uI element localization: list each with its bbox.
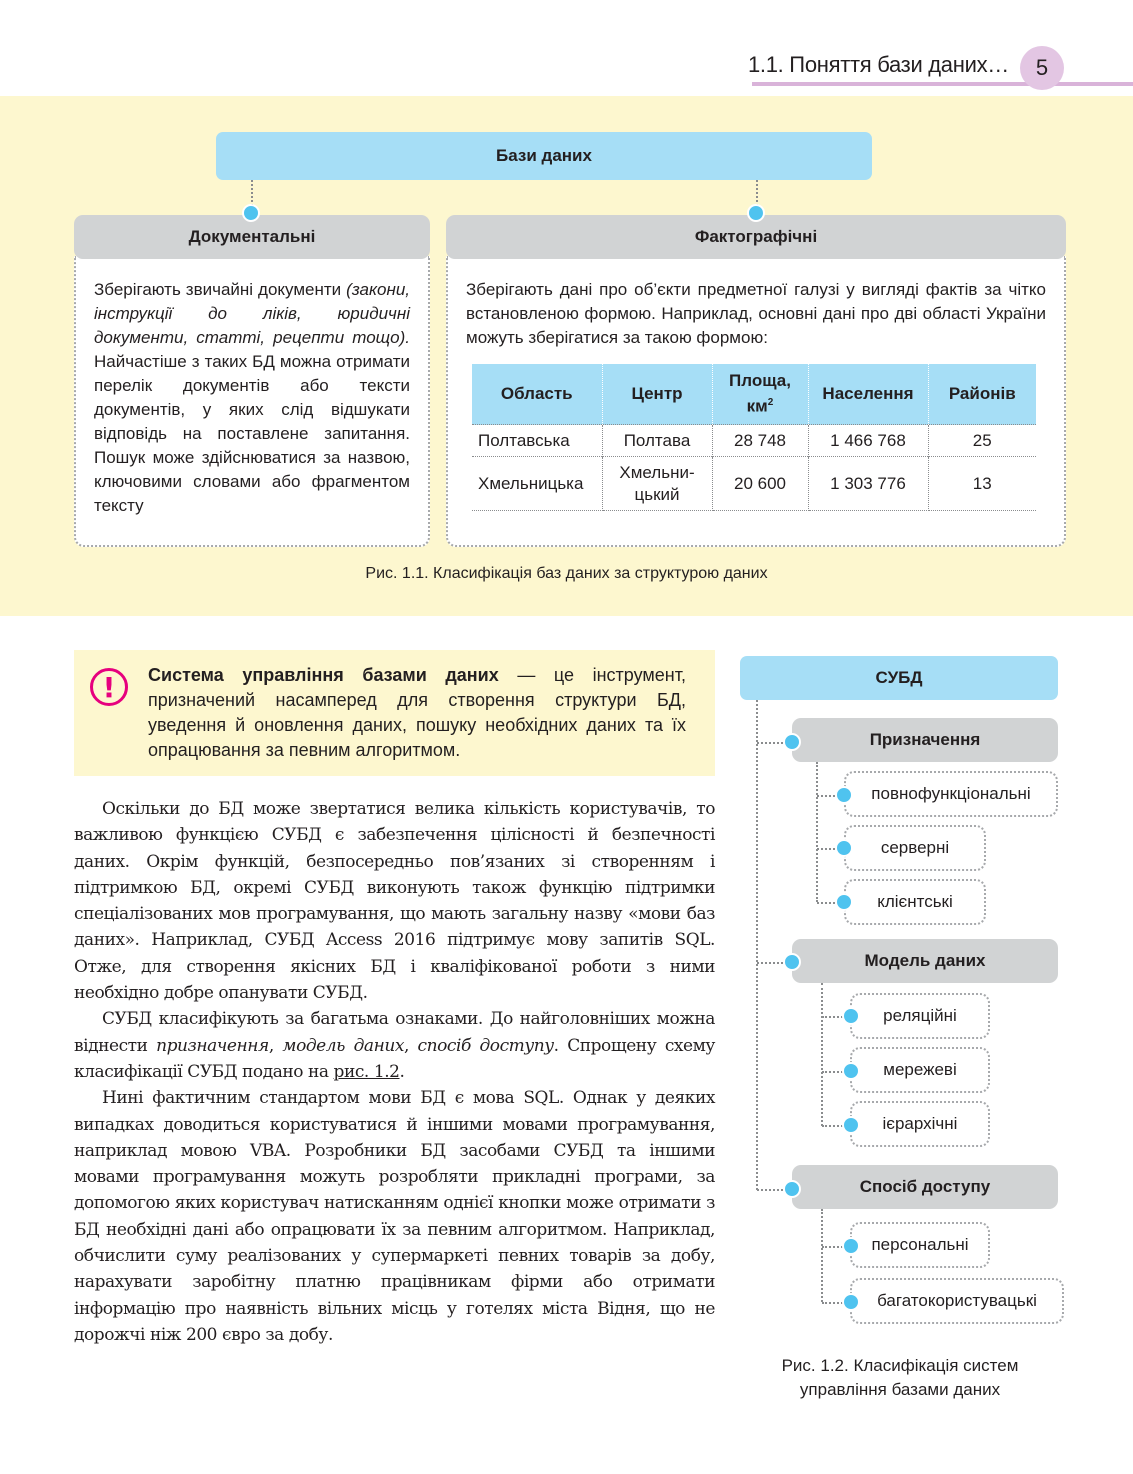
factographic-heading: Фактографічні bbox=[446, 215, 1066, 259]
text-run: , bbox=[403, 1035, 418, 1056]
text-run: , bbox=[268, 1035, 283, 1056]
leaf-full-featured: повнофункціональні bbox=[844, 771, 1058, 817]
col-header-population: Населення bbox=[808, 364, 928, 425]
table-cell: 1 303 776 bbox=[808, 457, 928, 511]
connector-dot bbox=[835, 786, 853, 804]
documental-text-start: Зберігають звичайні документи bbox=[94, 280, 347, 299]
area-header-label: Площа, км bbox=[729, 371, 791, 416]
connector-dot bbox=[783, 733, 801, 751]
tree-trunk-line bbox=[756, 700, 758, 1190]
connector-dot bbox=[842, 1062, 860, 1080]
table-cell: 28 748 bbox=[712, 425, 808, 457]
table-cell: Хмельницька bbox=[472, 457, 602, 511]
header-rule bbox=[752, 82, 1133, 86]
connector-line bbox=[756, 180, 758, 206]
connector-dot bbox=[783, 1180, 801, 1198]
region-table-wrapper bbox=[472, 364, 1036, 511]
running-header-title: 1.1. Поняття бази даних… bbox=[748, 52, 1009, 77]
connector-dot bbox=[842, 1237, 860, 1255]
table-row bbox=[472, 425, 1036, 457]
documental-examples: (закони, інструкції до ліків, юридичні документи, статті, рецепти тощо). bbox=[94, 280, 410, 347]
figure-reference-link[interactable]: рис. 1.2 bbox=[333, 1061, 400, 1082]
factographic-description: Зберігають дані про об’єкти предметної галузі у вигляді фактів за чітко встановленою формою. Наприклад, основні дані про дві області України можуть зберігатися за такою формою: bbox=[466, 280, 1046, 347]
table-cell: 25 bbox=[928, 425, 1036, 457]
area-header-superscript: 2 bbox=[767, 397, 774, 409]
branch-line bbox=[821, 1209, 823, 1302]
group-data-model: Модель даних bbox=[792, 939, 1058, 983]
leaf-hierarchical: ієрархічні bbox=[850, 1101, 990, 1147]
connector-dot bbox=[842, 1293, 860, 1311]
text-run: . bbox=[399, 1061, 405, 1082]
region-table bbox=[472, 364, 1036, 511]
table-row bbox=[472, 457, 1036, 511]
group-purpose: Призначення bbox=[792, 718, 1058, 762]
connector-dot bbox=[747, 204, 765, 222]
exclamation-icon: ! bbox=[90, 668, 128, 706]
caption-line: управління базами даних bbox=[799, 1380, 1001, 1399]
leaf-personal: персональні bbox=[850, 1222, 990, 1268]
table-cell: 1 466 768 bbox=[808, 425, 928, 457]
col-header-districts: Районів bbox=[928, 364, 1036, 425]
text-run: СУБД класифікують за багатьма ознаками. До найголовніших можна віднести bbox=[74, 1009, 715, 1056]
emphasis: модель даних bbox=[282, 1035, 404, 1056]
definition-text bbox=[148, 663, 686, 763]
body-text bbox=[74, 796, 715, 1348]
branch-line bbox=[816, 762, 818, 902]
definition-term: Система управління базами даних bbox=[148, 665, 499, 685]
caption-line: Рис. 1.2. Класифікація систем bbox=[781, 1356, 1019, 1375]
documental-description bbox=[94, 278, 410, 518]
emphasis: спосіб доступу bbox=[417, 1035, 554, 1056]
figure-1-caption: Рис. 1.1. Класифікація баз даних за структурою даних bbox=[365, 565, 768, 582]
leaf-server: серверні bbox=[844, 825, 986, 871]
documental-text-end: Найчастіше з таких БД можна отримати перелік документів або тексти документів, у яких слід відшукати відповідь на поставлене запитання. Пошук може здійснюватися за назвою, ключовими словами або фрагментом тексту bbox=[94, 352, 410, 515]
paragraph: Оскільки до БД може звертатися велика кількість користувачів, то важливою функцією СУБД є забезпечення цілісності й безпечності даних. Окрім функцій, безпосередньо пов’язаних зі створенням і підтримкою БД, окремі СУБД виконують також функцію підтримки спеціалізованих мов програмування, що мають загальну назву «мови баз даних». Наприклад, СУБД Access 2016 підтримує мову запитів SQL. Отже, для створення якісних БД і кваліфікованої роботи з ними необхідно добре опанувати СУБД. bbox=[74, 799, 715, 1004]
table-cell: 20 600 bbox=[712, 457, 808, 511]
leaf-client: клієнтські bbox=[844, 879, 986, 925]
connector-dot bbox=[835, 839, 853, 857]
page-number-badge: 5 bbox=[1020, 46, 1064, 90]
connector-dot bbox=[242, 204, 260, 222]
connector-dot bbox=[783, 953, 801, 971]
col-header-area bbox=[712, 364, 808, 425]
paragraph bbox=[74, 1006, 715, 1085]
group-access-method: Спосіб доступу bbox=[792, 1165, 1058, 1209]
root-node-databases: Бази даних bbox=[216, 132, 872, 180]
connector-dot bbox=[842, 1007, 860, 1025]
connector-line bbox=[251, 180, 253, 206]
connector-dot bbox=[835, 893, 853, 911]
documental-heading: Документальні bbox=[74, 215, 430, 259]
col-header-center: Центр bbox=[602, 364, 712, 425]
table-cell: Полтава bbox=[602, 425, 712, 457]
table-cell: Полтавська bbox=[472, 425, 602, 457]
leaf-relational: реляційні bbox=[850, 993, 990, 1039]
figure-2-caption bbox=[740, 1354, 1060, 1402]
leaf-multiuser: багатокористувацькі bbox=[850, 1278, 1064, 1324]
table-cell: Хмельни- цький bbox=[602, 457, 712, 511]
col-header-region: Область bbox=[472, 364, 602, 425]
root-node-dbms: СУБД bbox=[740, 656, 1058, 700]
definition-body: — це інструмент, призначений насамперед для створення структури БД, уведення й оновлення даних, пошуку необхідних даних та їх опрацювання за певним алгоритмом. bbox=[148, 665, 686, 760]
text-run: . Спрощену схему класифікації СУБД подано на bbox=[74, 1035, 715, 1082]
table-cell: 13 bbox=[928, 457, 1036, 511]
branch-line bbox=[821, 983, 823, 1126]
leaf-network: мережеві bbox=[850, 1047, 990, 1093]
paragraph: Нині фактичним стандартом мови БД є мова SQL. Однак у деяких випадках доводиться користуватися й іншими мовами програмування, наприклад мовою VBA. Розробники БД засобами СУБД та іншими мовами програмування можуть розробляти прикладні програми, за допомогою яких користувач натисканням однієї кнопки може отримати з БД необхідні дані або опрацювати їх за певним алгоритмом. Наприклад, обчислити суму реалізованих у супермаркеті певних товарів за добу, нарахувати заробітну платню працівникам фірми або отримати інформацію про наявність вільних місць у готелях міста Відня, що не дорожчі ніж 200 євро за добу. bbox=[74, 1088, 715, 1345]
connector-dot bbox=[842, 1116, 860, 1134]
table-header-row bbox=[472, 364, 1036, 425]
emphasis: призначення bbox=[156, 1035, 269, 1056]
